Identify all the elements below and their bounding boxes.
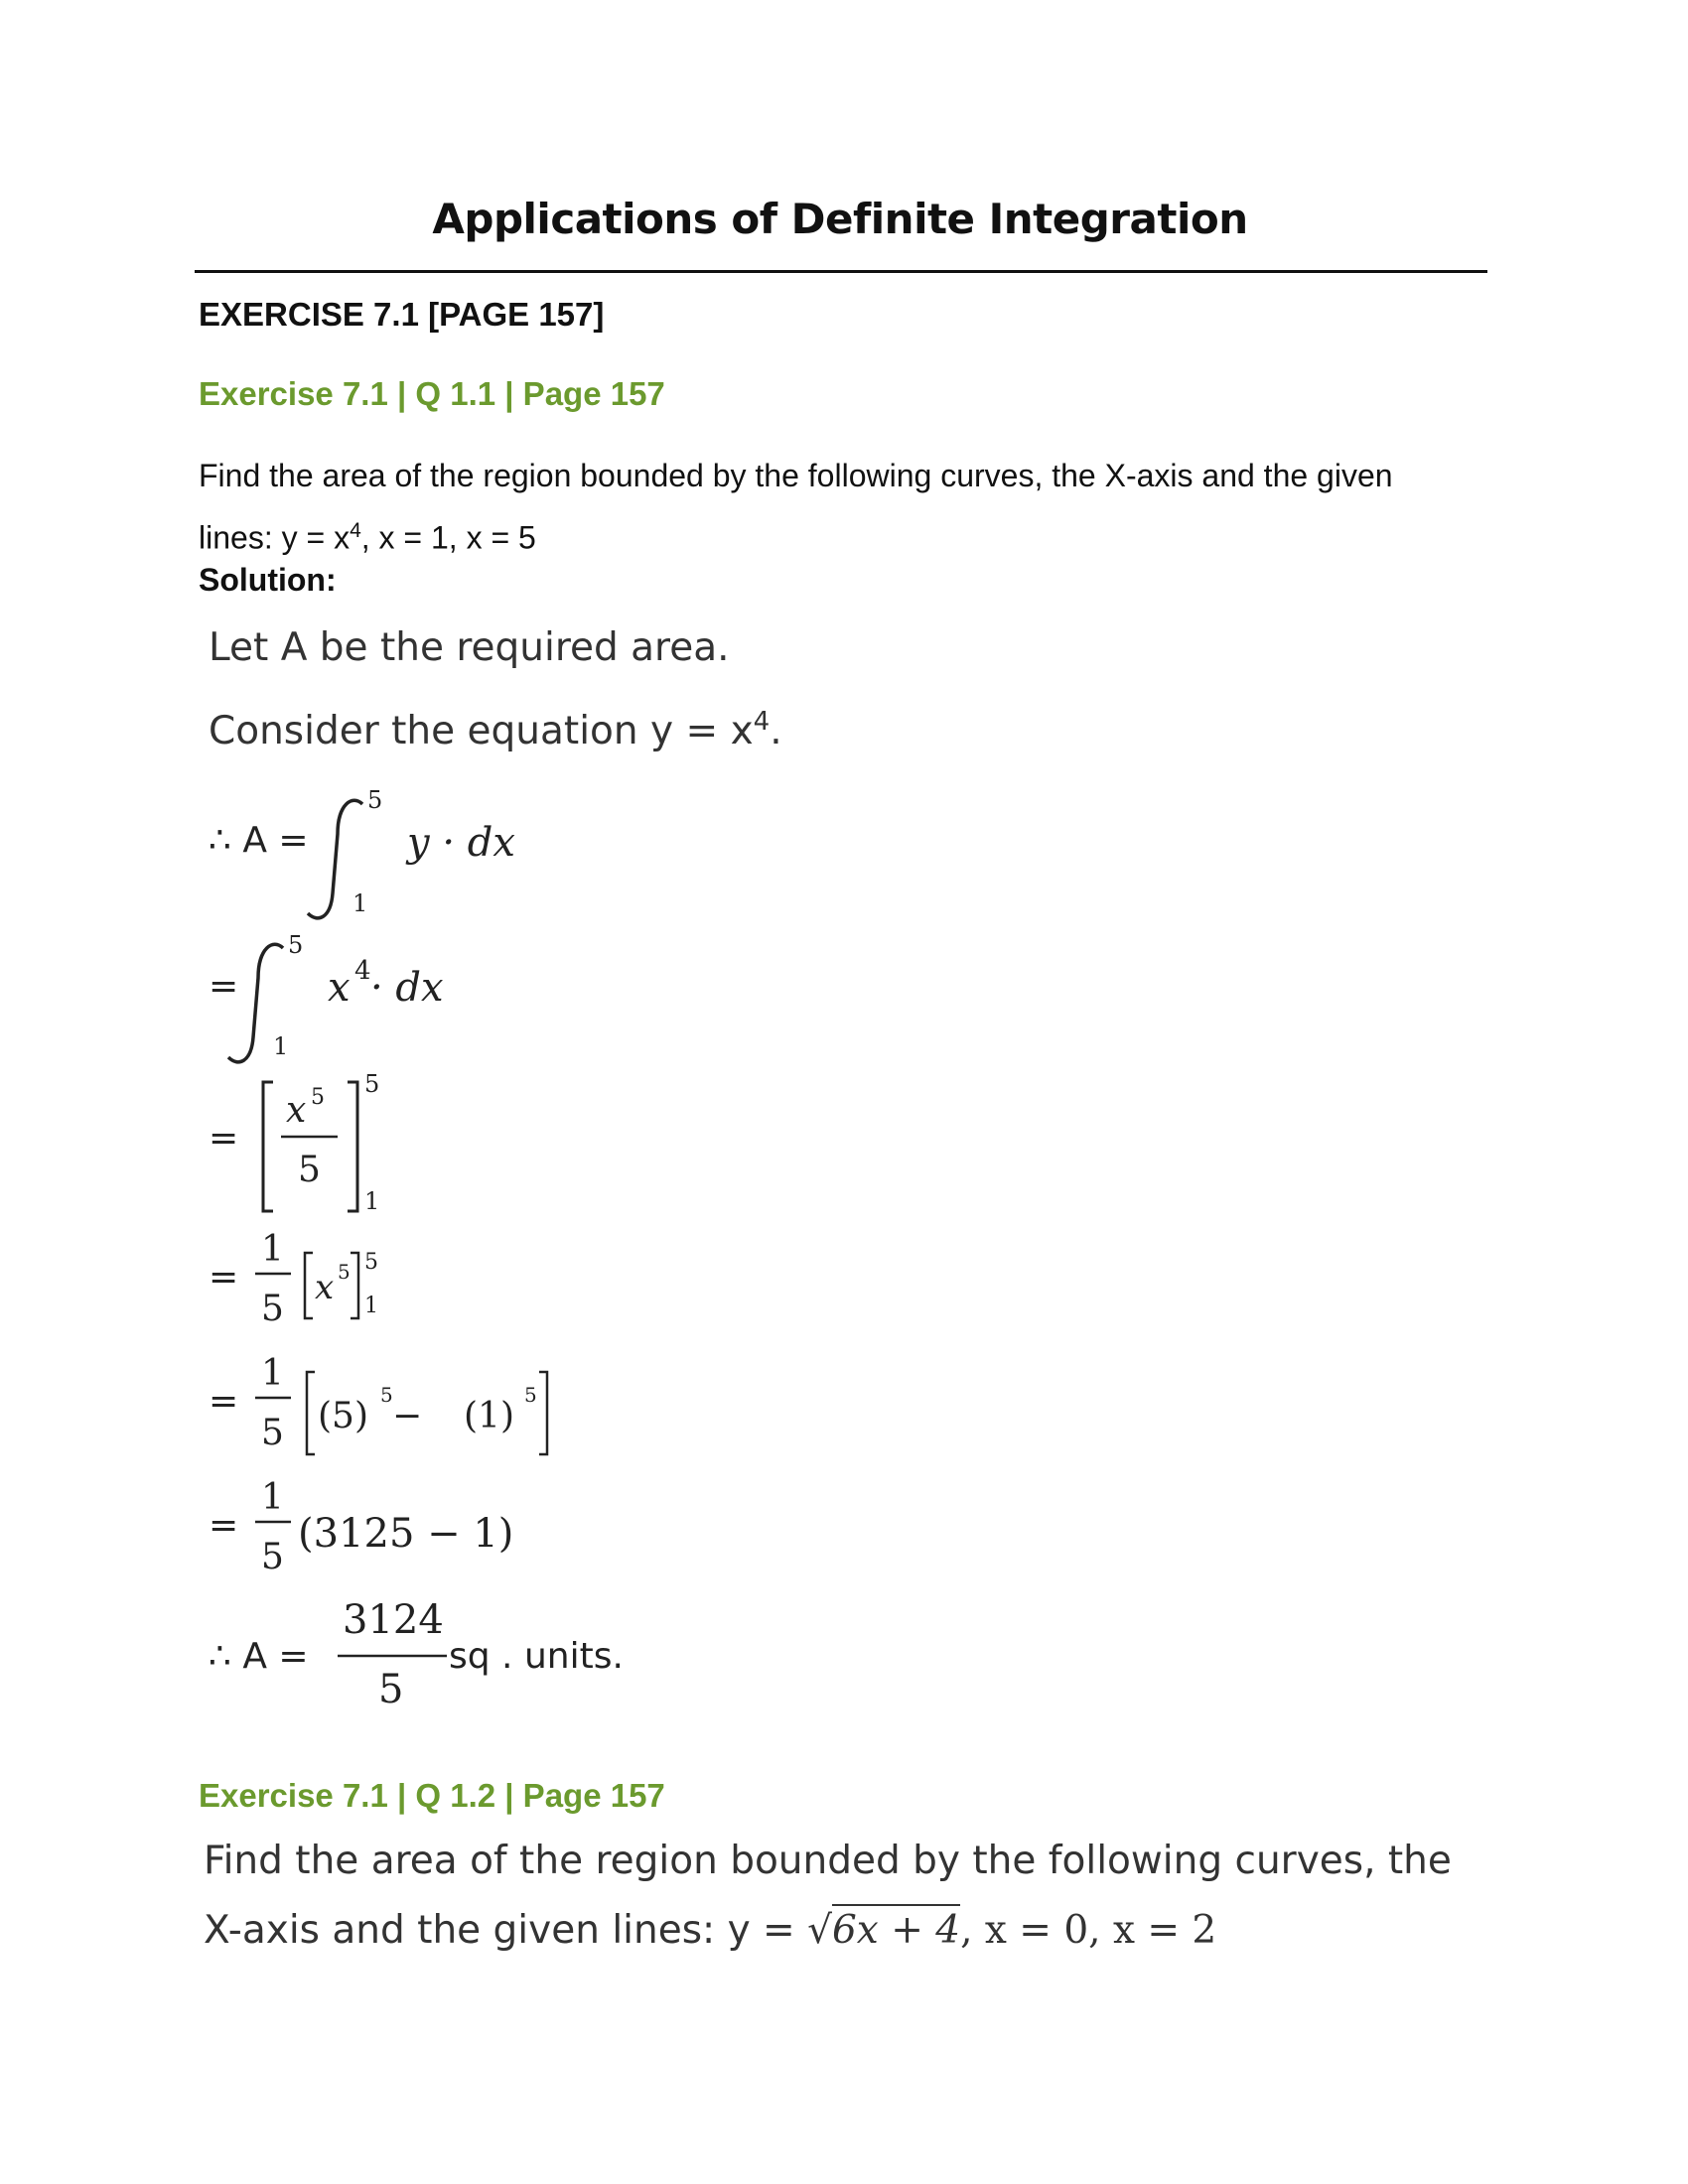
- question-1-1-line-2: [199, 503, 1489, 566]
- frac-den-3: 5: [298, 1150, 321, 1190]
- final-denominator: 5: [378, 1667, 404, 1712]
- frac-num-x-3: x: [286, 1090, 307, 1131]
- question-link-1-2[interactable]: Exercise 7.1 | Q 1.2 | Page 157: [199, 1777, 665, 1814]
- frac-one-6: 1: [261, 1477, 284, 1518]
- bracket-upper-4: 5: [364, 1250, 378, 1275]
- step-1: [209, 786, 515, 918]
- question-1-1-text: [199, 449, 1489, 566]
- x5-4: x: [315, 1268, 335, 1307]
- bracket-right-5: [539, 1372, 547, 1454]
- integrand-2-exp: 4: [354, 956, 371, 986]
- bracket-left-3: [263, 1082, 273, 1211]
- bracket-right-4: [351, 1253, 358, 1318]
- sqrt-symbol: √: [807, 1908, 832, 1953]
- therefore-a-7: ∴ A =: [209, 1636, 309, 1677]
- equals-4: =: [209, 1257, 239, 1297]
- integrand-2-tail: · dx: [370, 965, 444, 1011]
- solution-line-1: Let A be the required area.: [209, 625, 730, 670]
- question-1-2-line-1: Find the area of the region bounded by the following curves, the: [204, 1839, 1452, 1883]
- solution-line-2-exponent: 4: [753, 707, 771, 737]
- therefore-a-1: ∴ A =: [209, 820, 309, 861]
- integral-lower-1: 1: [352, 889, 368, 917]
- bracket-lower-3: 1: [364, 1187, 380, 1215]
- solution-line-2-b: .: [770, 709, 782, 753]
- step5-a: (5): [318, 1396, 368, 1436]
- exercise-heading: EXERCISE 7.1 [PAGE 157]: [199, 296, 605, 333]
- integrand-1: y · dx: [407, 820, 515, 866]
- question-1-2-line-2: [204, 1908, 1494, 1953]
- frac-one-4: 1: [261, 1229, 284, 1270]
- sqrt-argument: 6x + 4: [832, 1904, 960, 1953]
- integral-upper-1: 5: [367, 786, 383, 814]
- bracket-lower-4: 1: [364, 1294, 378, 1318]
- step6-expression: (3125 − 1): [298, 1511, 514, 1557]
- question-link-1-1[interactable]: Exercise 7.1 | Q 1.1 | Page 157: [199, 375, 665, 412]
- question-1-2-line-2-b: , x = 0, x = 2: [960, 1908, 1217, 1953]
- frac-five-6: 5: [261, 1537, 284, 1577]
- frac-one-5: 1: [261, 1353, 284, 1394]
- integral-upper-2: 5: [288, 931, 304, 959]
- equals-5: =: [209, 1381, 239, 1422]
- question-1-1-exponent: 4: [350, 519, 361, 542]
- frac-num-exp-3: 5: [311, 1085, 325, 1110]
- question-1-1-line-2-a: lines: y = x: [199, 519, 351, 556]
- step5-b-exp: 5: [524, 1383, 537, 1407]
- equals-3: =: [209, 1118, 239, 1159]
- final-units: sq . units.: [449, 1636, 624, 1677]
- final-numerator: 3124: [343, 1597, 444, 1643]
- step-6: [209, 1477, 513, 1577]
- question-1-2-line-2-a: X-axis and the given lines: y =: [204, 1908, 808, 1953]
- step-2: [209, 931, 444, 1062]
- bracket-upper-3: 5: [364, 1070, 380, 1098]
- solution-line-2: [209, 707, 782, 753]
- step-5: [209, 1353, 547, 1454]
- solution-math-steps: [204, 784, 799, 1737]
- question-1-1-line-1: Find the area of the region bounded by the following curves, the X-axis and the given: [199, 458, 1393, 493]
- equals-6: =: [209, 1505, 239, 1546]
- step-4: [209, 1229, 378, 1329]
- integrand-2-x: x: [328, 965, 351, 1011]
- integral-lower-2: 1: [273, 1032, 289, 1060]
- question-1-1-line-2-b: , x = 1, x = 5: [360, 519, 536, 556]
- step5-a-exp: 5: [380, 1383, 393, 1407]
- x5-exp-4: 5: [338, 1260, 351, 1284]
- page-title: Applications of Definite Integration: [432, 195, 1248, 243]
- title-divider: [195, 270, 1487, 273]
- frac-five-4: 5: [261, 1289, 284, 1329]
- frac-five-5: 5: [261, 1413, 284, 1453]
- solution-label: Solution:: [199, 562, 337, 598]
- step5-minus: −: [392, 1396, 423, 1436]
- step-7: [209, 1597, 624, 1712]
- step5-b: (1): [464, 1396, 514, 1436]
- bracket-left-4: [305, 1253, 313, 1318]
- step-3: [209, 1070, 379, 1215]
- bracket-right-3: [348, 1082, 357, 1211]
- solution-line-2-a: Consider the equation y = x: [209, 709, 754, 753]
- bracket-left-5: [307, 1372, 315, 1454]
- equals-2: =: [209, 966, 239, 1007]
